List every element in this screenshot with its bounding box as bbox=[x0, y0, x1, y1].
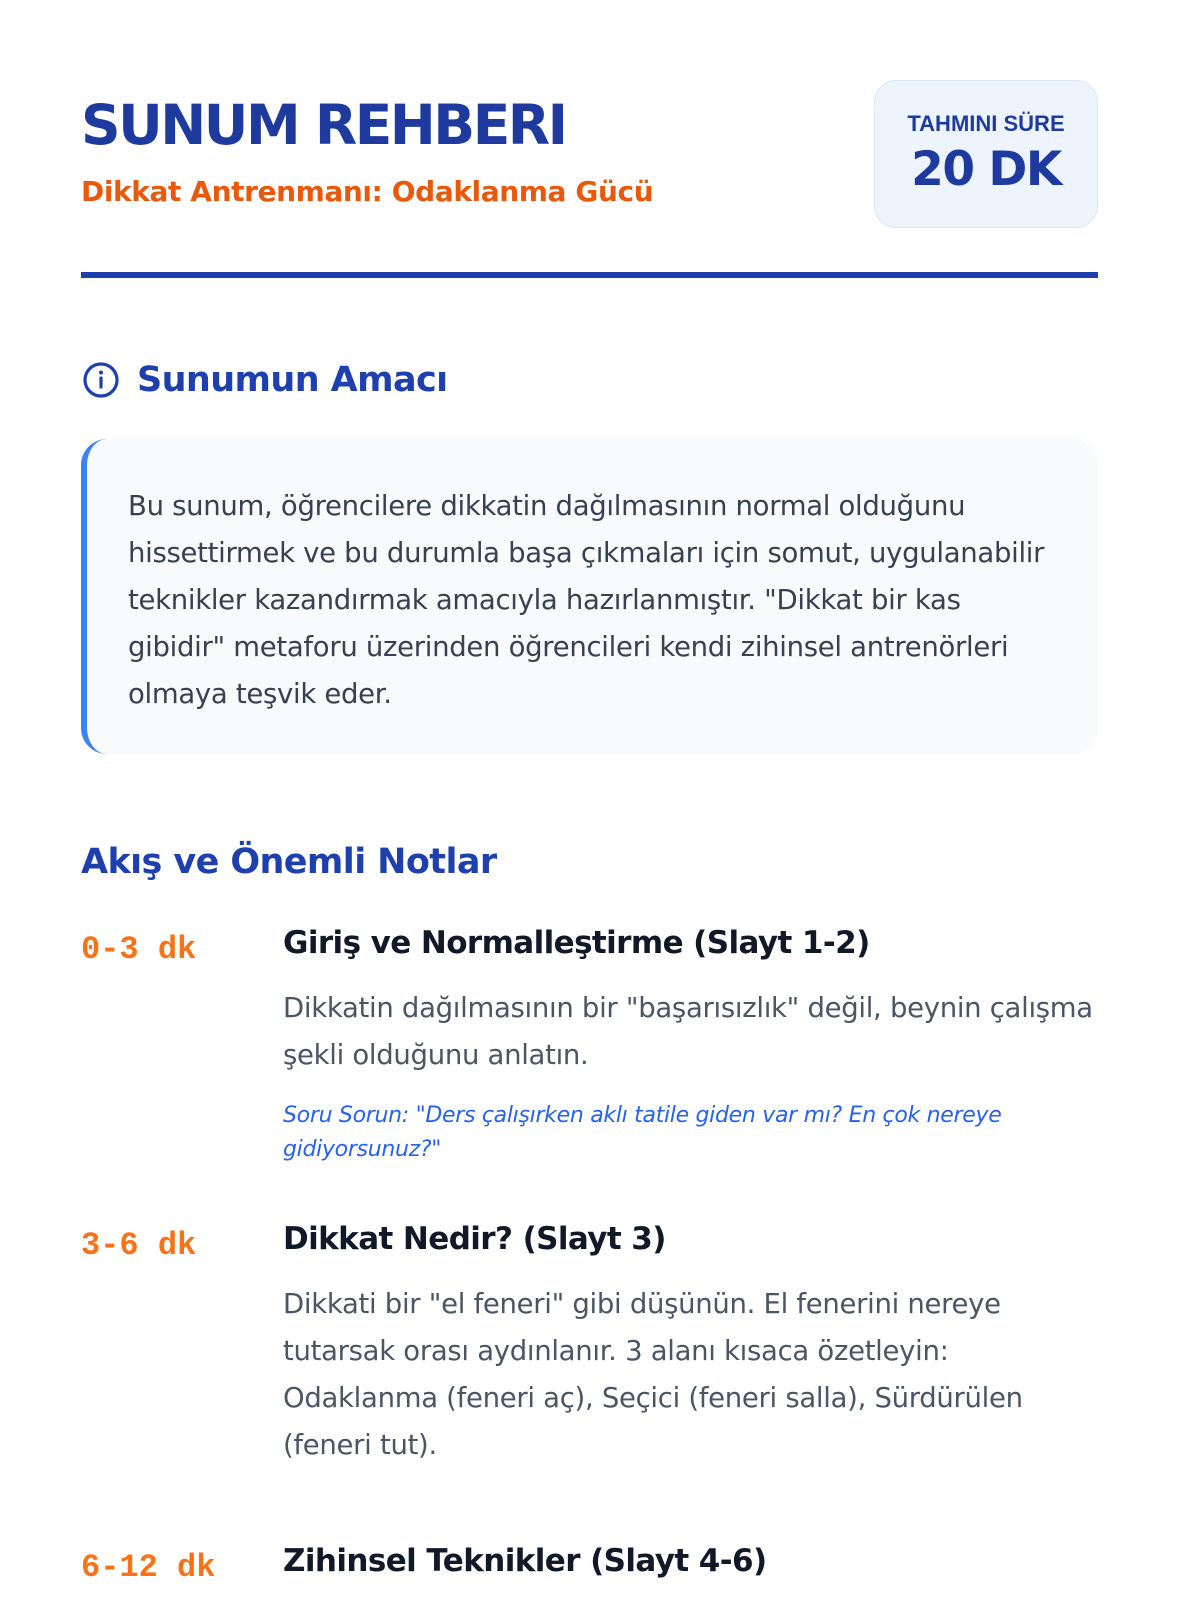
page-title: SUNUM REHBERI bbox=[81, 93, 566, 157]
estimated-time-badge bbox=[874, 80, 1098, 228]
info-icon bbox=[81, 360, 121, 400]
purpose-text: Bu sunum, öğrencilere dikkatin dağılmasının normal olduğunu hissettirmek ve bu durumla başa çıkmaları için somut, uygulanabilir teknikler kazandırmak amacıyla hazırlanmıştır. "Dikkat bir kas gibidir" metaforu üzerinden öğrencileri kendi zihinsel antrenörleri olmaya teşvik eder. bbox=[128, 490, 1045, 710]
flow-item-body bbox=[283, 1221, 1098, 1469]
estimated-time-label: TAHMINI SÜRE bbox=[907, 111, 1065, 136]
flow-item-body bbox=[283, 1543, 1098, 1579]
purpose-title: Sunumun Amacı bbox=[137, 359, 448, 400]
flow-title: Akış ve Önemli Notlar bbox=[81, 842, 497, 882]
flow-item-time: 6-12 dk bbox=[81, 1549, 216, 1586]
header-divider bbox=[81, 272, 1098, 278]
purpose-card bbox=[81, 439, 1098, 754]
purpose-heading bbox=[81, 360, 448, 400]
flow-item-description: Dikkati bir "el feneri" gibi düşünün. El fenerini nereye tutarsak orası aydınlanır. 3 alanı kısaca özetleyin: Odaklanma (feneri aç), Seçici (feneri salla), Sürdürülen (feneri tut). bbox=[283, 1288, 1023, 1461]
flow-item-body bbox=[283, 925, 1098, 1167]
estimated-time-value: 20 DK bbox=[911, 142, 1061, 197]
flow-item-description: Dikkatin dağılmasının bir "başarısızlık" değil, beynin çalışma şekli olduğunu anlatın. bbox=[283, 992, 1093, 1071]
flow-item-note: Soru Sorun: "Ders çalışırken aklı tatile giden var mı? En çok nereye gidiyorsunuz?" bbox=[283, 1103, 1002, 1162]
flow-item-heading: Dikkat Nedir? (Slayt 3) bbox=[283, 1221, 666, 1257]
flow-item-heading: Giriş ve Normalleştirme (Slayt 1-2) bbox=[283, 925, 870, 961]
page-subtitle: Dikkat Antrenmanı: Odaklanma Gücü bbox=[81, 175, 654, 208]
flow-item-time: 3-6 dk bbox=[81, 1227, 197, 1264]
flow-item-heading: Zihinsel Teknikler (Slayt 4-6) bbox=[283, 1543, 767, 1579]
flow-item-time: 0-3 dk bbox=[81, 931, 197, 968]
header bbox=[81, 80, 1098, 275]
